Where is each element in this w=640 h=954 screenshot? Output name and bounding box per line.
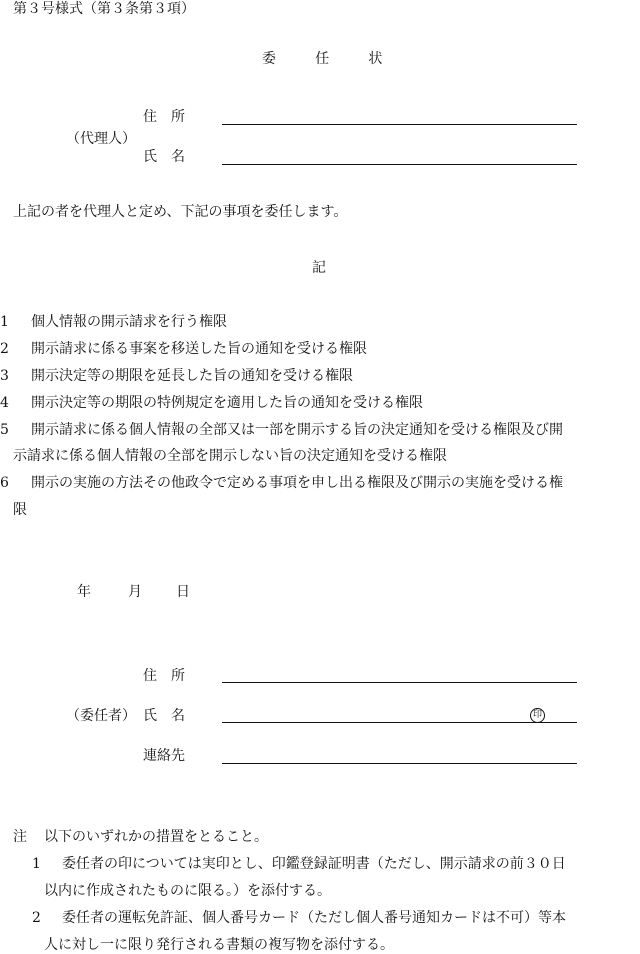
item-5-text: 開示請求に係る個人情報の全部又は一部を開示する旨の決定通知を受ける権限及び開 (31, 422, 563, 438)
agent-address-line (222, 124, 577, 125)
note-2-number: 2 (32, 910, 41, 926)
principal-name-label: 氏 名 (143, 708, 185, 724)
item-5-number: 5 (0, 422, 9, 438)
note-1-text: 委任者の印については実印とし、印鑑登録証明書（ただし、開示請求の前３０日 (62, 856, 566, 872)
principal-address-label: 住 所 (143, 668, 185, 684)
principal-name-line (222, 722, 577, 723)
item-2-text: 開示請求に係る事案を移送した旨の通知を受ける権限 (31, 341, 367, 357)
item-6-text: 開示の実施の方法その他政令で定める事項を申し出る権限及び開示の実施を受ける権 (31, 475, 563, 491)
note-1-continuation: 以内に作成されたものに限る。）を添付する。 (44, 883, 331, 899)
note-2-text: 委任者の運転免許証、個人番号カード（ただし個人番号通知カードは不可）等本 (62, 910, 566, 926)
notes-intro: 以下のいずれかの措置をとること。 (44, 829, 268, 845)
ki-heading: 記 (312, 260, 326, 276)
date-year: 年 (77, 584, 91, 600)
item-6-continuation: 限 (13, 502, 27, 518)
note-1-number: 1 (32, 856, 41, 872)
principal-contact-line (222, 763, 577, 764)
document-title: 委 任 状 (262, 51, 395, 67)
principal-contact-label: 連絡先 (143, 748, 185, 764)
item-2-number: 2 (0, 341, 9, 357)
item-6-number: 6 (0, 475, 9, 491)
item-1-number: 1 (0, 314, 9, 330)
delegation-statement: 上記の者を代理人と定め、下記の事項を委任します。 (13, 204, 348, 220)
item-4-number: 4 (0, 395, 9, 411)
form-label: 第３号様式（第３条第３項） (13, 1, 195, 17)
agent-name-label: 氏 名 (143, 149, 185, 165)
agent-label: （代理人） (66, 131, 136, 147)
agent-name-line (222, 164, 577, 165)
principal-label: （委任者） (66, 708, 136, 724)
item-4-text: 開示決定等の期限の特例規定を適用した旨の通知を受ける権限 (31, 395, 423, 411)
note-2-continuation: 人に対し一に限り発行される書類の複写物を添付する。 (44, 937, 394, 953)
date-month: 月 (128, 584, 142, 600)
item-3-number: 3 (0, 368, 9, 384)
agent-address-label: 住 所 (143, 109, 185, 125)
principal-address-line (222, 682, 577, 683)
item-1-text: 個人情報の開示請求を行う権限 (31, 314, 227, 330)
item-5-continuation: 示請求に係る個人情報の全部を開示しない旨の決定通知を受ける権限 (13, 448, 447, 464)
seal-mark-icon: 印 (530, 708, 545, 723)
item-3-text: 開示決定等の期限を延長した旨の通知を受ける権限 (31, 368, 353, 384)
date-day: 日 (176, 584, 190, 600)
notes-heading: 注 (13, 829, 27, 845)
